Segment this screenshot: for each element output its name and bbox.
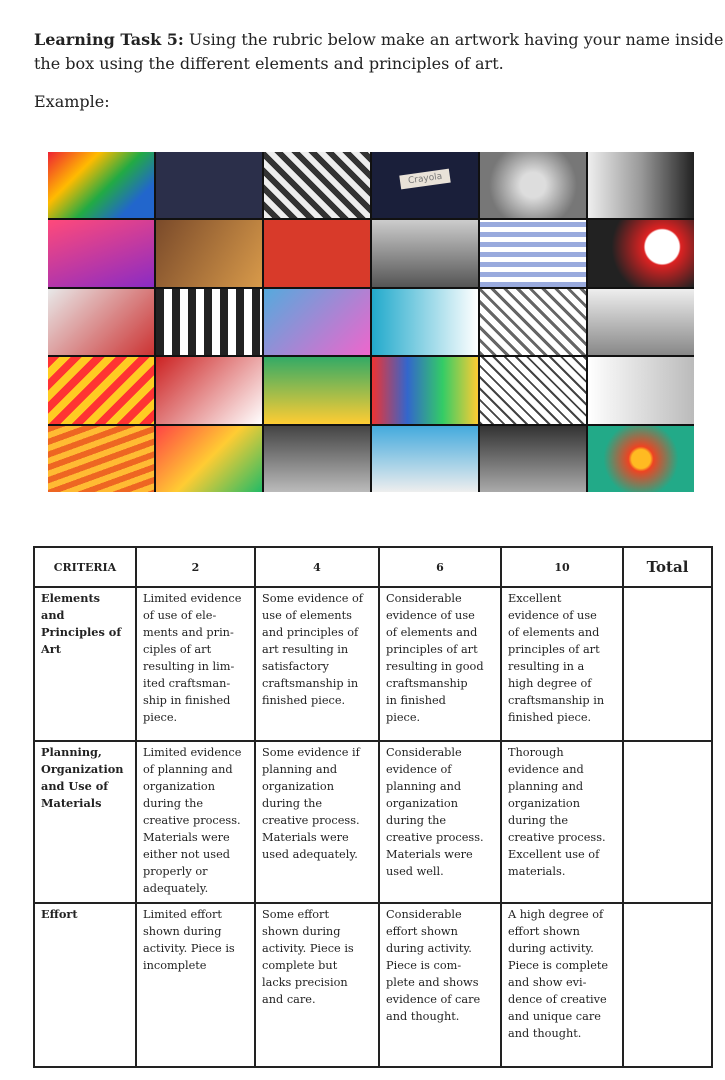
rubric-row	[34, 587, 712, 741]
rubric-row	[34, 741, 712, 903]
score-10-cell: A high degree of effort shown during activity. Piece is complete and show evi- dence of creative and unique care and thought.	[501, 903, 623, 1067]
header-score-2: 2	[136, 547, 255, 587]
artwork-tile	[156, 220, 262, 286]
task-label: Learning Task 5:	[34, 30, 184, 49]
header-criteria: CRITERIA	[34, 547, 136, 587]
artwork-tile	[588, 289, 694, 355]
score-2-cell: Limited effort shown during activity. Piece is incomplete	[136, 903, 255, 1067]
rubric-header-row	[34, 547, 712, 587]
task-text: Using the rubric below make an artwork having your name inside the box using the different elements and principles of art.	[34, 30, 724, 73]
example-artwork	[48, 152, 694, 492]
criteria-cell: Elements and Principles of Art	[34, 587, 136, 741]
total-cell[interactable]	[623, 587, 712, 741]
artwork-tile	[264, 357, 370, 423]
artwork-tile	[480, 220, 586, 286]
example-label: Example:	[34, 92, 110, 111]
score-4-cell: Some evidence of use of elements and principles of art resulting in satisfactory craftsmanship in finished piece.	[255, 587, 379, 741]
artwork-tile	[156, 289, 262, 355]
artwork-tile	[264, 289, 370, 355]
artwork-tile	[480, 289, 586, 355]
artwork-tile	[372, 357, 478, 423]
artwork-label: Crayola	[399, 169, 451, 190]
score-2-cell: Limited evidence of planning and organization during the creative process. Materials were either not used properly or adequately.	[136, 741, 255, 903]
artwork-tile	[372, 426, 478, 492]
header-total: Total	[623, 547, 712, 587]
score-6-cell: Considerable evidence of use of elements and principles of art resulting in good craftsmanship in finished piece.	[379, 587, 501, 741]
score-6-cell: Considerable effort shown during activity. Piece is com- plete and shows evidence of care and thought.	[379, 903, 501, 1067]
total-cell[interactable]	[623, 741, 712, 903]
artwork-tile	[588, 152, 694, 218]
artwork-tile	[156, 357, 262, 423]
criteria-cell: Planning, Organization and Use of Materials	[34, 741, 136, 903]
header-score-6: 6	[379, 547, 501, 587]
artwork-tile	[480, 426, 586, 492]
artwork-tile	[264, 426, 370, 492]
artwork-tile	[156, 152, 262, 218]
artwork-tile	[48, 357, 154, 423]
artwork-tile	[372, 220, 478, 286]
score-4-cell: Some effort shown during activity. Piece is complete but lacks precision and care.	[255, 903, 379, 1067]
score-2-cell: Limited evidence of use of ele- ments and prin- ciples of art resulting in lim- ited craftsman- ship in finished piece.	[136, 587, 255, 741]
header-score-10: 10	[501, 547, 623, 587]
criteria-cell: Effort	[34, 903, 136, 1067]
artwork-tile	[480, 152, 586, 218]
artwork-tile	[588, 357, 694, 423]
artwork-tile	[264, 152, 370, 218]
total-cell[interactable]	[623, 903, 712, 1067]
score-4-cell: Some evidence if planning and organization during the creative process. Materials were used adequately.	[255, 741, 379, 903]
artwork-tile	[156, 426, 262, 492]
score-10-cell: Thorough evidence and planning and organization during the creative process. Excellent use of materials.	[501, 741, 623, 903]
artwork-tile	[48, 289, 154, 355]
score-6-cell: Considerable evidence of planning and organization during the creative process. Materials were used well.	[379, 741, 501, 903]
artwork-tile	[48, 426, 154, 492]
artwork-tile	[264, 220, 370, 286]
artwork-tile	[480, 357, 586, 423]
rubric-table	[33, 546, 713, 1068]
artwork-tile	[588, 426, 694, 492]
header-score-4: 4	[255, 547, 379, 587]
artwork-tile	[48, 220, 154, 286]
rubric-row	[34, 903, 712, 1067]
score-10-cell: Excellent evidence of use of elements and principles of art resulting in a high degree of craftsmanship in finished piece.	[501, 587, 623, 741]
artwork-tile	[588, 220, 694, 286]
task-instructions	[34, 28, 724, 76]
artwork-tile	[372, 289, 478, 355]
artwork-tile	[48, 152, 154, 218]
